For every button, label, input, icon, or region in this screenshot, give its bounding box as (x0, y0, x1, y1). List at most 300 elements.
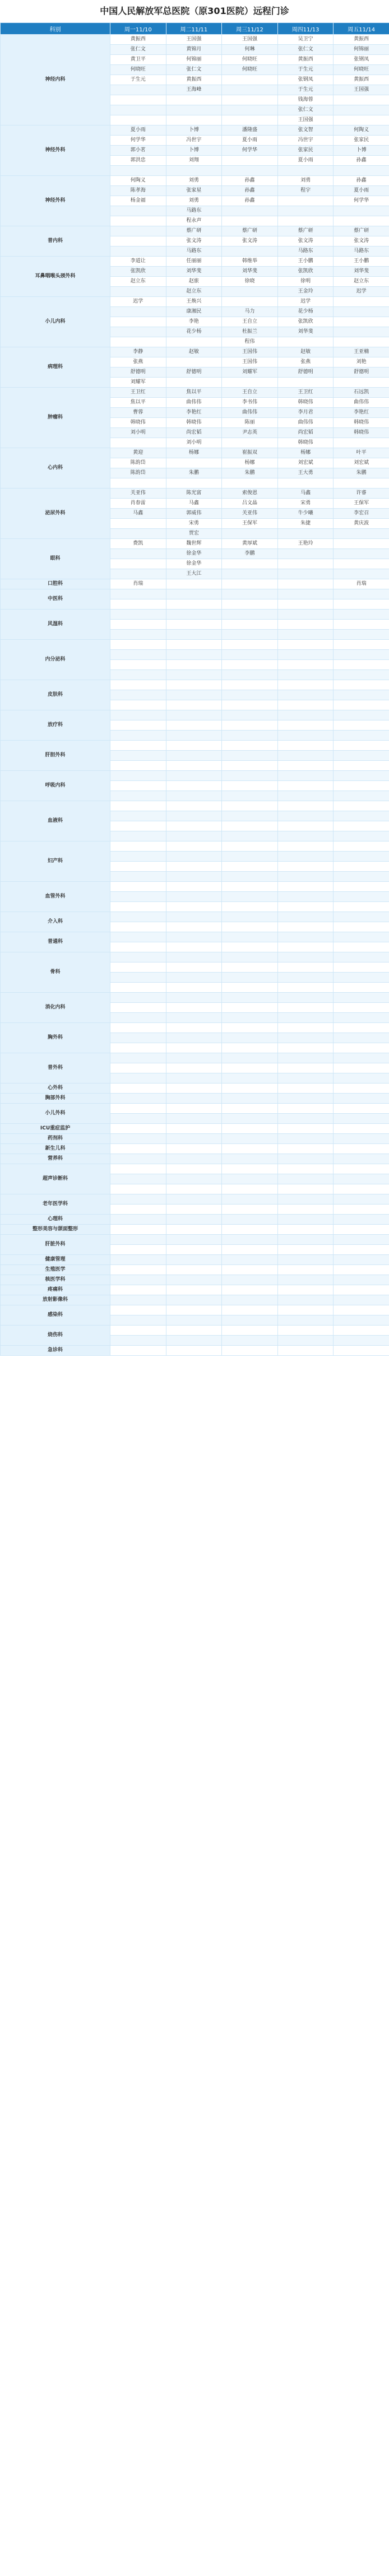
doctor-cell[interactable] (110, 821, 166, 831)
doctor-cell[interactable] (334, 529, 389, 539)
doctor-cell[interactable] (334, 317, 389, 327)
doctor-cell[interactable] (166, 1033, 222, 1043)
doctor-cell[interactable] (110, 741, 166, 751)
doctor-cell[interactable]: 王小鹏 (334, 257, 389, 267)
doctor-cell[interactable] (166, 1154, 222, 1164)
doctor-cell[interactable] (166, 610, 222, 620)
doctor-cell[interactable] (222, 599, 278, 610)
doctor-cell[interactable] (222, 640, 278, 650)
doctor-cell[interactable]: 刘华斐 (166, 267, 222, 277)
doctor-cell[interactable] (110, 1023, 166, 1033)
doctor-cell[interactable] (334, 962, 389, 973)
doctor-cell[interactable] (166, 670, 222, 680)
doctor-cell[interactable]: 王海峰 (166, 85, 222, 95)
doctor-cell[interactable] (277, 720, 334, 731)
doctor-cell[interactable]: 迟学 (277, 297, 334, 307)
doctor-cell[interactable] (334, 1023, 389, 1033)
doctor-cell[interactable]: 王国强 (222, 35, 278, 45)
doctor-cell[interactable] (110, 1063, 166, 1073)
doctor-cell[interactable] (110, 1255, 166, 1265)
doctor-cell[interactable] (277, 1225, 334, 1235)
doctor-cell[interactable]: 魏世辉 (166, 539, 222, 549)
doctor-cell[interactable] (334, 1326, 389, 1336)
doctor-cell[interactable] (334, 841, 389, 852)
doctor-cell[interactable]: 王国伟 (222, 347, 278, 357)
doctor-cell[interactable] (110, 1205, 166, 1215)
doctor-cell[interactable] (110, 1305, 166, 1315)
doctor-cell[interactable] (110, 1265, 166, 1275)
doctor-cell[interactable] (277, 1245, 334, 1255)
doctor-cell[interactable] (222, 478, 278, 489)
doctor-cell[interactable] (166, 741, 222, 751)
doctor-cell[interactable] (166, 902, 222, 912)
doctor-cell[interactable] (277, 1124, 334, 1134)
doctor-cell[interactable] (110, 761, 166, 771)
doctor-cell[interactable]: 王国强 (334, 85, 389, 95)
doctor-cell[interactable] (277, 1164, 334, 1174)
doctor-cell[interactable] (110, 952, 166, 962)
doctor-cell[interactable] (110, 529, 166, 539)
doctor-cell[interactable] (222, 1205, 278, 1215)
doctor-cell[interactable] (334, 932, 389, 942)
doctor-cell[interactable] (110, 1134, 166, 1144)
doctor-cell[interactable]: 李书伟 (222, 398, 278, 408)
doctor-cell[interactable] (166, 660, 222, 670)
doctor-cell[interactable]: 王大勇 (277, 468, 334, 478)
doctor-cell[interactable] (334, 216, 389, 226)
doctor-cell[interactable]: 杜振兰 (222, 327, 278, 337)
doctor-cell[interactable]: 宋勇 (277, 499, 334, 509)
doctor-cell[interactable] (334, 337, 389, 347)
doctor-cell[interactable] (277, 1205, 334, 1215)
doctor-cell[interactable] (166, 1315, 222, 1326)
doctor-cell[interactable]: 张文智 (277, 125, 334, 136)
doctor-cell[interactable] (334, 751, 389, 761)
doctor-cell[interactable] (222, 1315, 278, 1326)
doctor-cell[interactable] (110, 287, 166, 297)
doctor-cell[interactable] (277, 791, 334, 801)
doctor-cell[interactable] (334, 700, 389, 710)
doctor-cell[interactable]: 黄锦月 (166, 45, 222, 55)
doctor-cell[interactable] (334, 831, 389, 841)
doctor-cell[interactable] (222, 1215, 278, 1225)
doctor-cell[interactable]: 何陶义 (110, 176, 166, 186)
doctor-cell[interactable]: 何琳 (222, 45, 278, 55)
doctor-cell[interactable]: 王保军 (222, 519, 278, 529)
doctor-cell[interactable]: 赵敏 (277, 347, 334, 357)
doctor-cell[interactable]: 卜博 (166, 125, 222, 136)
doctor-cell[interactable] (277, 478, 334, 489)
doctor-cell[interactable]: 赵敏 (166, 347, 222, 357)
doctor-cell[interactable]: 王亚楠 (334, 347, 389, 357)
doctor-cell[interactable]: 徐金华 (166, 559, 222, 569)
doctor-cell[interactable] (334, 781, 389, 791)
doctor-cell[interactable] (222, 670, 278, 680)
doctor-cell[interactable]: 李艳红 (334, 408, 389, 418)
doctor-cell[interactable] (222, 983, 278, 993)
doctor-cell[interactable]: 杨娜 (277, 448, 334, 458)
doctor-cell[interactable] (277, 1003, 334, 1013)
doctor-cell[interactable]: 韩维举 (222, 257, 278, 267)
doctor-cell[interactable]: 关亚伟 (222, 509, 278, 519)
doctor-cell[interactable] (334, 912, 389, 922)
doctor-cell[interactable] (277, 922, 334, 932)
doctor-cell[interactable] (110, 549, 166, 559)
doctor-cell[interactable] (110, 1084, 166, 1094)
doctor-cell[interactable] (222, 922, 278, 932)
doctor-cell[interactable]: 黄振西 (166, 75, 222, 85)
doctor-cell[interactable]: 刘翔 (166, 156, 222, 166)
doctor-cell[interactable] (277, 660, 334, 670)
doctor-cell[interactable] (222, 1043, 278, 1053)
doctor-cell[interactable]: 张文涛 (334, 236, 389, 247)
doctor-cell[interactable]: 赵旅 (166, 277, 222, 287)
doctor-cell[interactable] (277, 983, 334, 993)
doctor-cell[interactable] (166, 1194, 222, 1205)
doctor-cell[interactable] (277, 731, 334, 741)
doctor-cell[interactable]: 陈丽 (222, 418, 278, 428)
doctor-cell[interactable] (166, 1336, 222, 1346)
doctor-cell[interactable] (277, 529, 334, 539)
doctor-cell[interactable] (334, 720, 389, 731)
doctor-cell[interactable]: 王国伟 (222, 357, 278, 368)
doctor-cell[interactable] (277, 1235, 334, 1245)
doctor-cell[interactable] (166, 458, 222, 468)
doctor-cell[interactable] (166, 1326, 222, 1336)
doctor-cell[interactable] (334, 640, 389, 650)
doctor-cell[interactable] (166, 579, 222, 589)
doctor-cell[interactable]: 刘宏斌 (334, 458, 389, 468)
doctor-cell[interactable] (110, 1053, 166, 1063)
doctor-cell[interactable]: 孙鑫 (222, 196, 278, 206)
doctor-cell[interactable] (222, 1245, 278, 1255)
doctor-cell[interactable]: 夏小雨 (334, 186, 389, 196)
doctor-cell[interactable]: 王自立 (222, 388, 278, 398)
doctor-cell[interactable] (110, 1104, 166, 1114)
doctor-cell[interactable]: 马鑫 (110, 509, 166, 519)
doctor-cell[interactable] (110, 1285, 166, 1295)
doctor-cell[interactable]: 刘小明 (166, 438, 222, 448)
doctor-cell[interactable] (334, 620, 389, 630)
doctor-cell[interactable] (110, 983, 166, 993)
doctor-cell[interactable] (110, 519, 166, 529)
doctor-cell[interactable] (110, 226, 166, 236)
doctor-cell[interactable]: 叶平 (334, 448, 389, 458)
doctor-cell[interactable] (222, 589, 278, 599)
doctor-cell[interactable] (334, 610, 389, 620)
doctor-cell[interactable] (110, 438, 166, 448)
doctor-cell[interactable] (110, 1174, 166, 1184)
doctor-cell[interactable]: 焦以平 (166, 388, 222, 398)
doctor-cell[interactable] (110, 1225, 166, 1235)
doctor-cell[interactable] (222, 166, 278, 176)
doctor-cell[interactable] (277, 1346, 334, 1356)
doctor-cell[interactable] (110, 1043, 166, 1053)
doctor-cell[interactable] (277, 1073, 334, 1084)
doctor-cell[interactable] (222, 115, 278, 125)
doctor-cell[interactable] (334, 872, 389, 882)
doctor-cell[interactable] (110, 801, 166, 811)
doctor-cell[interactable]: 肖春雷 (110, 499, 166, 509)
doctor-cell[interactable]: 蔡广研 (277, 226, 334, 236)
doctor-cell[interactable]: 孙鑫 (222, 176, 278, 186)
doctor-cell[interactable] (110, 731, 166, 741)
doctor-cell[interactable] (110, 1164, 166, 1174)
doctor-cell[interactable]: 肖瑞 (334, 579, 389, 589)
doctor-cell[interactable] (222, 650, 278, 660)
doctor-cell[interactable] (334, 549, 389, 559)
doctor-cell[interactable] (334, 811, 389, 821)
doctor-cell[interactable] (334, 801, 389, 811)
doctor-cell[interactable] (166, 1235, 222, 1245)
doctor-cell[interactable] (166, 337, 222, 347)
doctor-cell[interactable]: 李艳红 (166, 408, 222, 418)
doctor-cell[interactable]: 韩晓伟 (166, 418, 222, 428)
doctor-cell[interactable] (166, 973, 222, 983)
doctor-cell[interactable] (277, 610, 334, 620)
doctor-cell[interactable] (166, 680, 222, 690)
doctor-cell[interactable] (110, 680, 166, 690)
doctor-cell[interactable]: 陈光富 (166, 489, 222, 499)
doctor-cell[interactable] (222, 1184, 278, 1194)
doctor-cell[interactable] (334, 569, 389, 579)
doctor-cell[interactable] (110, 569, 166, 579)
doctor-cell[interactable] (277, 801, 334, 811)
doctor-cell[interactable] (222, 1235, 278, 1245)
doctor-cell[interactable]: 舒德明 (166, 368, 222, 378)
doctor-cell[interactable] (277, 337, 334, 347)
doctor-cell[interactable] (222, 105, 278, 115)
doctor-cell[interactable] (110, 811, 166, 821)
doctor-cell[interactable] (110, 1326, 166, 1336)
doctor-cell[interactable] (222, 720, 278, 731)
doctor-cell[interactable] (222, 287, 278, 297)
doctor-cell[interactable] (334, 983, 389, 993)
doctor-cell[interactable]: 何学华 (334, 196, 389, 206)
doctor-cell[interactable] (334, 791, 389, 801)
doctor-cell[interactable] (166, 1255, 222, 1265)
doctor-cell[interactable]: 陈韵岱 (110, 468, 166, 478)
doctor-cell[interactable] (222, 872, 278, 882)
doctor-cell[interactable] (222, 1194, 278, 1205)
doctor-cell[interactable]: 张钢凤 (334, 55, 389, 65)
doctor-cell[interactable] (277, 700, 334, 710)
doctor-cell[interactable]: 刘勇 (166, 176, 222, 186)
doctor-cell[interactable]: 尚宏韬 (277, 428, 334, 438)
doctor-cell[interactable]: 王卫红 (277, 388, 334, 398)
doctor-cell[interactable] (277, 589, 334, 599)
doctor-cell[interactable] (334, 690, 389, 700)
doctor-cell[interactable] (110, 610, 166, 620)
doctor-cell[interactable]: 何晓旺 (110, 65, 166, 75)
doctor-cell[interactable] (334, 1194, 389, 1205)
doctor-cell[interactable]: 孙鑫 (334, 176, 389, 186)
doctor-cell[interactable] (222, 1023, 278, 1033)
doctor-cell[interactable]: 张凯欣 (110, 267, 166, 277)
doctor-cell[interactable] (277, 872, 334, 882)
doctor-cell[interactable] (222, 892, 278, 902)
doctor-cell[interactable]: 刘耀军 (110, 378, 166, 388)
doctor-cell[interactable] (334, 660, 389, 670)
doctor-cell[interactable] (110, 852, 166, 862)
doctor-cell[interactable]: 舒德明 (277, 368, 334, 378)
doctor-cell[interactable] (110, 1154, 166, 1164)
doctor-cell[interactable] (110, 1275, 166, 1285)
doctor-cell[interactable] (110, 1124, 166, 1134)
doctor-cell[interactable] (277, 973, 334, 983)
doctor-cell[interactable]: 马鑫 (277, 489, 334, 499)
doctor-cell[interactable] (110, 216, 166, 226)
doctor-cell[interactable] (222, 1275, 278, 1285)
doctor-cell[interactable] (166, 1073, 222, 1084)
doctor-cell[interactable] (277, 630, 334, 640)
doctor-cell[interactable] (222, 1033, 278, 1043)
doctor-cell[interactable] (277, 216, 334, 226)
doctor-cell[interactable]: 黄厚斌 (222, 539, 278, 549)
doctor-cell[interactable] (166, 1174, 222, 1184)
doctor-cell[interactable] (166, 690, 222, 700)
doctor-cell[interactable] (110, 1013, 166, 1023)
doctor-cell[interactable]: 何学华 (110, 136, 166, 146)
doctor-cell[interactable] (166, 771, 222, 781)
doctor-cell[interactable] (277, 559, 334, 569)
doctor-cell[interactable] (277, 962, 334, 973)
doctor-cell[interactable] (110, 791, 166, 801)
doctor-cell[interactable]: 何晓旺 (334, 65, 389, 75)
doctor-cell[interactable] (166, 1134, 222, 1144)
doctor-cell[interactable] (222, 811, 278, 821)
doctor-cell[interactable]: 迟学 (110, 297, 166, 307)
doctor-cell[interactable] (277, 1194, 334, 1205)
doctor-cell[interactable] (222, 1073, 278, 1084)
doctor-cell[interactable]: 王焕兴 (166, 297, 222, 307)
doctor-cell[interactable] (222, 156, 278, 166)
doctor-cell[interactable]: 李鹏 (222, 549, 278, 559)
doctor-cell[interactable] (110, 1346, 166, 1356)
doctor-cell[interactable]: 郭小茗 (110, 146, 166, 156)
doctor-cell[interactable]: 李静 (110, 347, 166, 357)
doctor-cell[interactable] (222, 1295, 278, 1305)
doctor-cell[interactable] (334, 1164, 389, 1174)
doctor-cell[interactable] (277, 892, 334, 902)
doctor-cell[interactable] (166, 620, 222, 630)
doctor-cell[interactable] (166, 952, 222, 962)
doctor-cell[interactable]: 潘隆盛 (222, 125, 278, 136)
doctor-cell[interactable]: 吴卫宁 (277, 35, 334, 45)
doctor-cell[interactable] (334, 1013, 389, 1023)
doctor-cell[interactable]: 索俊恩 (222, 489, 278, 499)
doctor-cell[interactable] (166, 1023, 222, 1033)
doctor-cell[interactable] (277, 650, 334, 660)
doctor-cell[interactable] (222, 579, 278, 589)
doctor-cell[interactable] (277, 378, 334, 388)
doctor-cell[interactable] (222, 1154, 278, 1164)
doctor-cell[interactable] (334, 589, 389, 599)
doctor-cell[interactable] (110, 95, 166, 105)
doctor-cell[interactable]: 王国强 (166, 35, 222, 45)
doctor-cell[interactable] (334, 1255, 389, 1265)
doctor-cell[interactable]: 舒德明 (334, 368, 389, 378)
doctor-cell[interactable]: 杨金福 (110, 196, 166, 206)
doctor-cell[interactable] (166, 1285, 222, 1295)
doctor-cell[interactable] (166, 1104, 222, 1114)
doctor-cell[interactable] (166, 831, 222, 841)
doctor-cell[interactable] (222, 741, 278, 751)
doctor-cell[interactable] (110, 751, 166, 761)
doctor-cell[interactable] (110, 962, 166, 973)
doctor-cell[interactable] (277, 882, 334, 892)
doctor-cell[interactable] (222, 1336, 278, 1346)
doctor-cell[interactable] (334, 1094, 389, 1104)
doctor-cell[interactable] (222, 781, 278, 791)
doctor-cell[interactable]: 何学华 (222, 146, 278, 156)
doctor-cell[interactable] (222, 680, 278, 690)
doctor-cell[interactable] (222, 206, 278, 216)
doctor-cell[interactable]: 程宇 (277, 186, 334, 196)
doctor-cell[interactable] (222, 902, 278, 912)
doctor-cell[interactable] (222, 569, 278, 579)
doctor-cell[interactable] (334, 478, 389, 489)
doctor-cell[interactable]: 曲伟伟 (166, 398, 222, 408)
doctor-cell[interactable] (222, 801, 278, 811)
doctor-cell[interactable] (334, 993, 389, 1003)
doctor-cell[interactable]: 冯世宇 (166, 136, 222, 146)
doctor-cell[interactable] (277, 620, 334, 630)
doctor-cell[interactable] (166, 166, 222, 176)
doctor-cell[interactable] (110, 478, 166, 489)
doctor-cell[interactable] (166, 1124, 222, 1134)
doctor-cell[interactable] (222, 438, 278, 448)
doctor-cell[interactable]: 程永声 (166, 216, 222, 226)
doctor-cell[interactable] (334, 1033, 389, 1043)
doctor-cell[interactable]: 黄振西 (334, 35, 389, 45)
doctor-cell[interactable] (110, 942, 166, 952)
doctor-cell[interactable] (334, 438, 389, 448)
doctor-cell[interactable] (277, 1265, 334, 1275)
doctor-cell[interactable] (166, 1084, 222, 1094)
doctor-cell[interactable] (166, 1094, 222, 1104)
doctor-cell[interactable]: 郭洪忠 (110, 156, 166, 166)
doctor-cell[interactable]: 于生元 (110, 75, 166, 85)
doctor-cell[interactable]: 杨娜 (166, 448, 222, 458)
doctor-cell[interactable] (110, 640, 166, 650)
doctor-cell[interactable] (222, 247, 278, 257)
doctor-cell[interactable] (222, 1174, 278, 1184)
doctor-cell[interactable] (222, 216, 278, 226)
doctor-cell[interactable] (277, 1114, 334, 1124)
doctor-cell[interactable] (277, 751, 334, 761)
doctor-cell[interactable] (166, 751, 222, 761)
doctor-cell[interactable] (334, 650, 389, 660)
doctor-cell[interactable] (277, 1144, 334, 1154)
doctor-cell[interactable]: 马路东 (334, 247, 389, 257)
doctor-cell[interactable] (166, 731, 222, 741)
doctor-cell[interactable] (166, 105, 222, 115)
doctor-cell[interactable] (334, 1063, 389, 1073)
doctor-cell[interactable]: 朱鹏 (166, 468, 222, 478)
doctor-cell[interactable] (110, 630, 166, 640)
doctor-cell[interactable]: 徐明 (277, 277, 334, 287)
doctor-cell[interactable] (222, 610, 278, 620)
doctor-cell[interactable]: 黄振西 (110, 35, 166, 45)
doctor-cell[interactable] (222, 660, 278, 670)
doctor-cell[interactable] (166, 650, 222, 660)
doctor-cell[interactable] (222, 1285, 278, 1295)
doctor-cell[interactable]: 肖瑞 (110, 579, 166, 589)
doctor-cell[interactable]: 张钢凤 (277, 75, 334, 85)
doctor-cell[interactable] (334, 1215, 389, 1225)
doctor-cell[interactable] (277, 690, 334, 700)
